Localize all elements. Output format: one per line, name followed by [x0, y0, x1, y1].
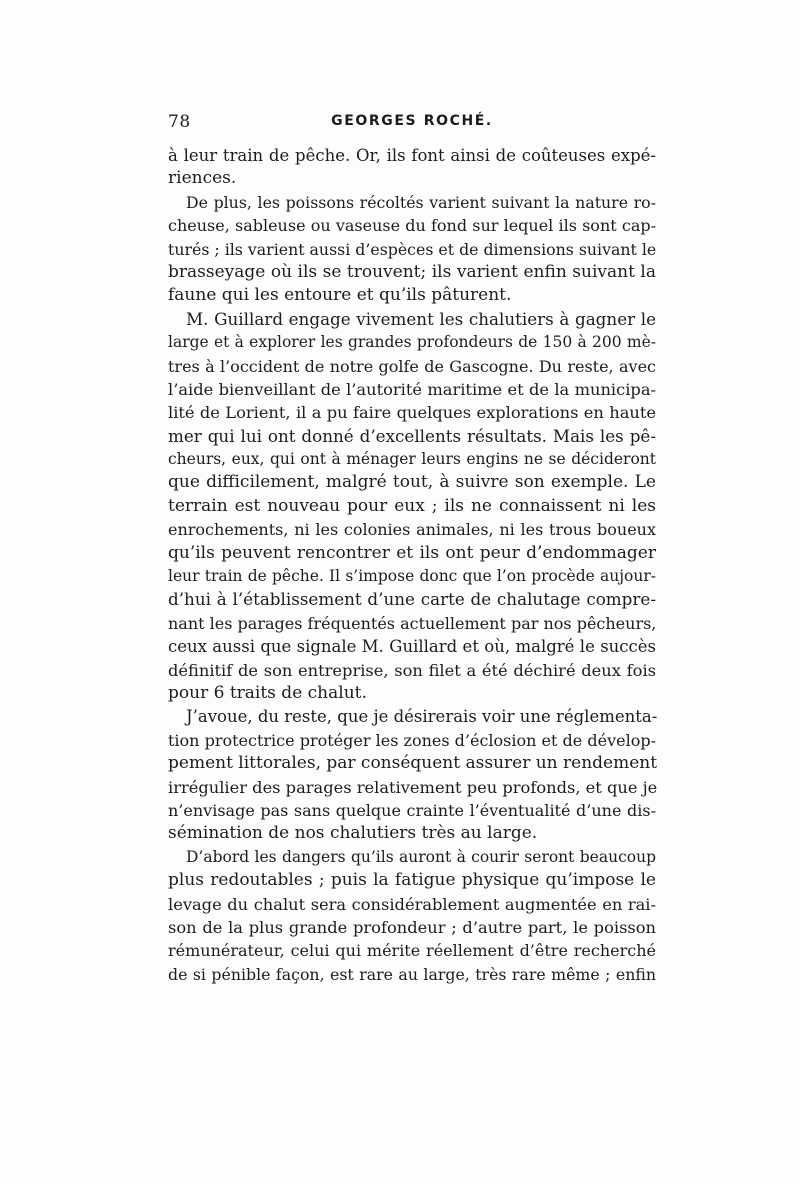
text-line: J’avoue, du reste, que je désirerais voir une réglementa-: [186, 707, 658, 727]
text-line: ceux aussi que signale M. Guillard et où, malgré le succès: [168, 637, 656, 657]
text-line: cheuse, sableuse ou vaseuse du fond sur lequel ils sont cap-: [168, 216, 656, 236]
text-line: large et à explorer les grandes profondeurs de 150 à 200 mè-: [168, 333, 656, 352]
text-line: l’aide bienveillant de l’autorité maritime et de la municipa-: [168, 379, 656, 399]
text-line: qu’ils peuvent rencontrer et ils ont peur d’endommager: [168, 542, 656, 563]
text-line: de si pénible façon, est rare au large, très rare même ; enfin: [168, 964, 656, 984]
text-line: riences.: [168, 168, 237, 189]
text-line: brasseyage où ils se trouvent; ils varient enfin suivant la: [168, 261, 656, 282]
text-line: tion protectrice protéger les zones d’éclosion et de dévelop-: [168, 730, 656, 750]
text-line: leur train de pêche. Il s’impose donc que l’on procède aujour-: [168, 567, 656, 586]
text-line: levage du chalut sera considérablement augmentée en rai-: [168, 894, 656, 914]
text-line: M. Guillard engage vivement les chalutiers à gagner le: [186, 308, 656, 329]
text-line: cheurs, eux, qui ont à ménager leurs engins ne se décideront: [168, 450, 656, 469]
text-line: irrégulier des parages relativement peu profonds, et que je: [168, 777, 658, 797]
page-number: 78: [168, 112, 191, 132]
text-line: turés ; ils varient aussi d’espèces et de dimensions suivant le: [168, 239, 657, 259]
text-line: faune qui les entoure et qu’ils pâturent.: [168, 285, 512, 306]
text-line: pour 6 traits de chalut.: [168, 682, 367, 703]
text-line: que difficilement, malgré tout, à suivre son exemple. Le: [168, 472, 656, 493]
body-text: [168, 144, 656, 986]
running-head: GEORGES ROCHÉ.: [331, 113, 493, 129]
text-line: d’hui à l’établissement d’une carte de chalutage compre-: [168, 589, 656, 610]
text-line: rémunérateur, celui qui mérite réellement d’être recherché: [168, 941, 656, 961]
text-line: définitif de son entreprise, son filet a été déchiré deux fois: [168, 660, 656, 680]
text-line: enrochements, ni les colonies animales, ni les trous boueux: [168, 520, 656, 540]
text-line: terrain est nouveau pour eux ; ils ne connaissent ni les: [168, 495, 656, 516]
page-header: [168, 112, 656, 138]
text-line: mer qui lui ont donné d’excellents résultats. Mais les pê-: [168, 425, 656, 446]
text-line: pement littorales, par conséquent assurer un rendement: [168, 753, 658, 774]
text-line: De plus, les poissons récoltés varient suivant la nature ro-: [186, 192, 656, 212]
text-line: nant les parages fréquentés actuellement par nos pêcheurs,: [168, 613, 657, 633]
text-line: n’envisage pas sans quelque crainte l’éventualité d’une dis-: [168, 800, 656, 820]
text-line: tres à l’occident de notre golfe de Gascogne. Du reste, avec: [168, 356, 656, 376]
text-line: sémination de nos chalutiers très au large.: [168, 823, 538, 844]
text-line: plus redoutables ; puis la fatigue physique qu’impose le: [168, 870, 656, 891]
text-line: son de la plus grande profondeur ; d’autre part, le poisson: [168, 917, 656, 937]
text-line: à leur train de pêche. Or, ils font ainsi de coûteuses expé-: [168, 146, 656, 165]
text-line: lité de Lorient, il a pu faire quelques explorations en haute: [168, 403, 656, 423]
text-line: D’abord les dangers qu’ils auront à courir seront beaucoup: [186, 847, 656, 866]
